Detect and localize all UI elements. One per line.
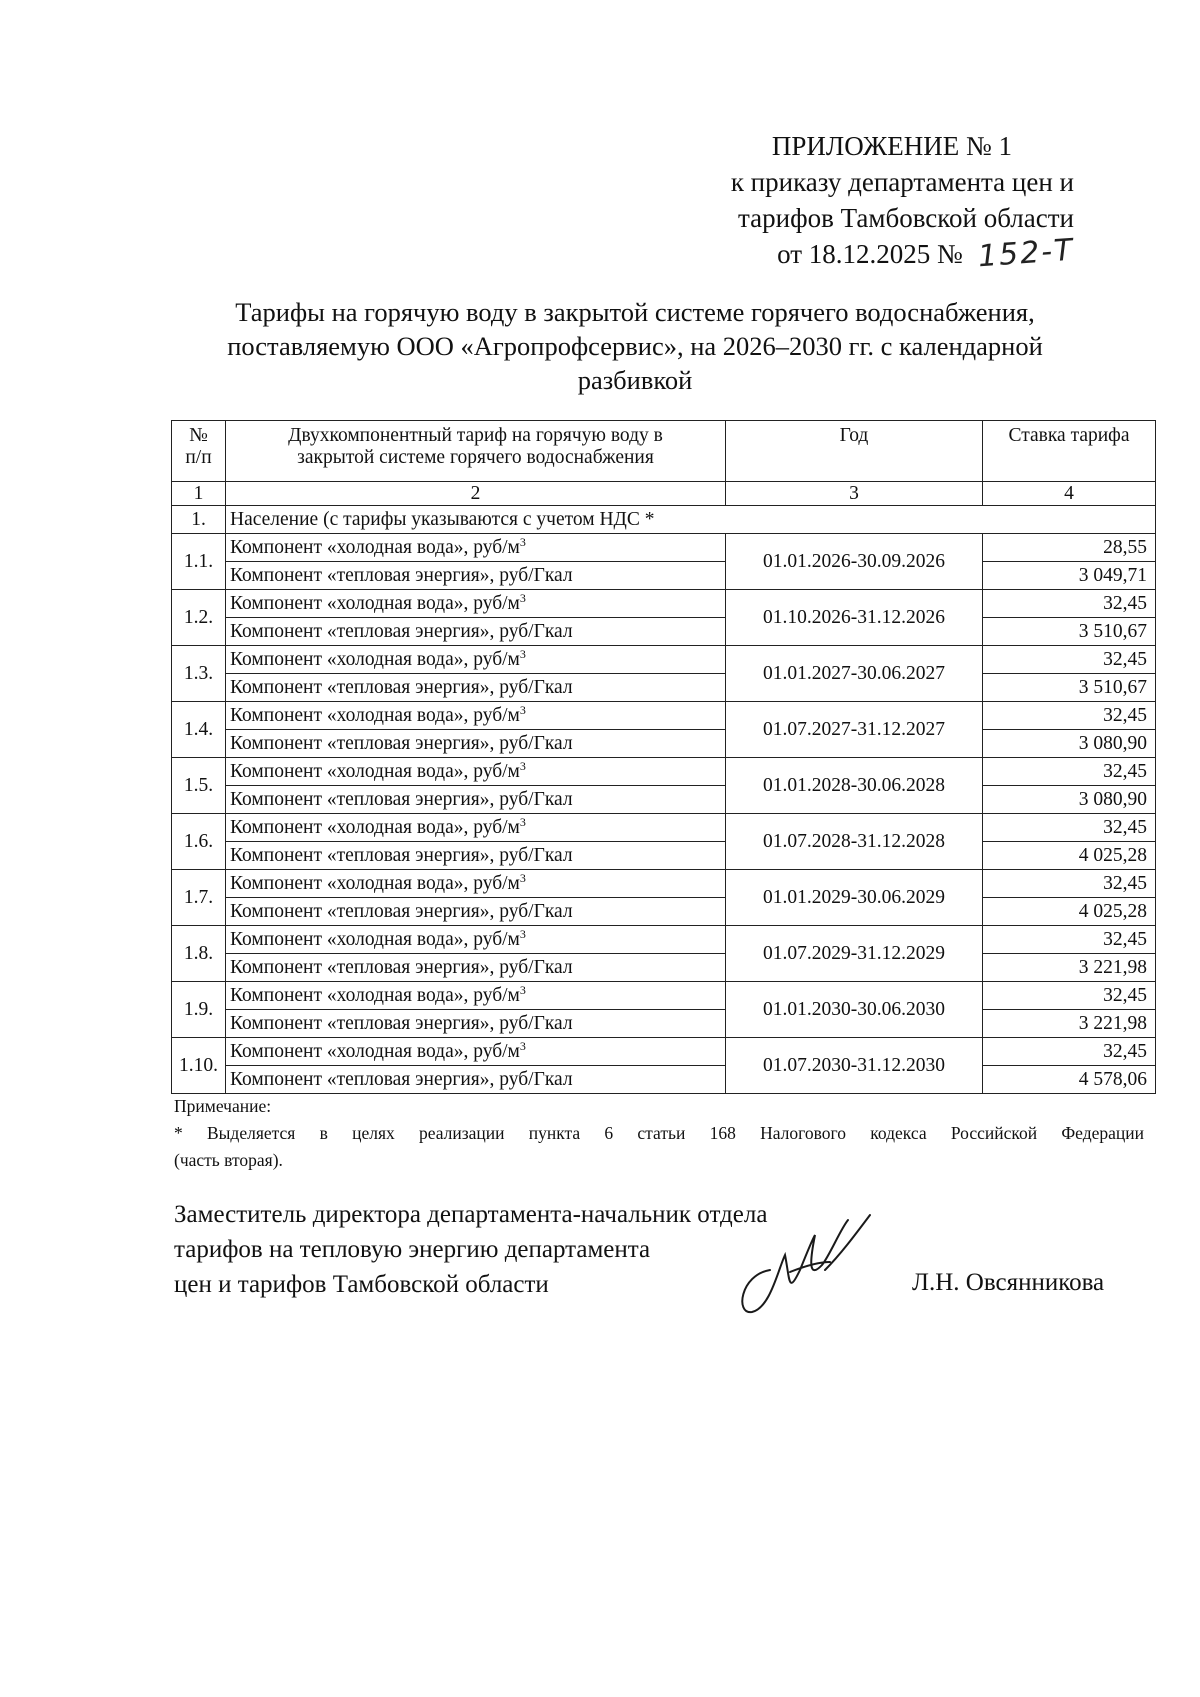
cubic-superscript: 3 [519, 982, 526, 997]
heat-energy-label: Компонент «тепловая энергия», руб/Гкал [226, 898, 726, 926]
cubic-superscript: 3 [519, 590, 526, 605]
section-label: Население (с тарифы указываются с учетом НДС * [226, 506, 1156, 534]
row-number: 1.5. [172, 758, 226, 814]
cold-water-label [226, 646, 726, 674]
cold-water-label [226, 982, 726, 1010]
cold-water-label-text: Компонент «холодная вода», руб/м [230, 704, 520, 726]
header-tariff [226, 421, 726, 482]
appendix-line-2: тарифов Тамбовской области [738, 203, 1074, 233]
period: 01.01.2026-30.09.2026 [726, 534, 983, 590]
note-label: Примечание: [174, 1096, 272, 1116]
table-row [172, 1066, 1156, 1094]
column-number-2: 2 [226, 482, 726, 506]
header-rate: Ставка тарифа [983, 421, 1156, 482]
cold-water-label-text: Компонент «холодная вода», руб/м [230, 928, 520, 950]
period: 01.07.2027-31.12.2027 [726, 702, 983, 758]
cold-water-label-text: Компонент «холодная вода», руб/м [230, 816, 520, 838]
cold-water-rate: 32,45 [983, 702, 1156, 730]
cold-water-label [226, 590, 726, 618]
table-row [172, 786, 1156, 814]
header-tariff-line-2: закрытой системе горячего водоснабжения [297, 447, 654, 468]
row-number: 1.4. [172, 702, 226, 758]
table-row [172, 842, 1156, 870]
table-row [172, 646, 1156, 674]
appendix-date-line [731, 232, 1076, 275]
cubic-superscript: 3 [519, 646, 526, 661]
heat-energy-rate: 4 025,28 [983, 842, 1156, 870]
appendix-heading: ПРИЛОЖЕНИЕ № 1 [771, 131, 1012, 161]
row-number: 1.2. [172, 590, 226, 646]
title-line-1: Тарифы на горячую воду в закрытой системе горячего водоснабжения, [235, 297, 1035, 327]
signer-name: Л.Н. Овсянникова [912, 1269, 1105, 1296]
row-number: 1.3. [172, 646, 226, 702]
table-header-row [172, 421, 1156, 482]
cubic-superscript: 3 [519, 814, 526, 829]
appendix-line-1: к приказу департамента цен и [730, 167, 1074, 197]
table-row [172, 702, 1156, 730]
heat-energy-label: Компонент «тепловая энергия», руб/Гкал [226, 618, 726, 646]
cubic-superscript: 3 [519, 870, 526, 885]
row-number: 1.10. [172, 1038, 226, 1094]
title-line-3: разбивкой [577, 365, 693, 395]
cold-water-rate: 32,45 [983, 814, 1156, 842]
cold-water-rate: 32,45 [983, 1038, 1156, 1066]
row-number: 1.1. [172, 534, 226, 590]
appendix-date: от 18.12.2025 № [777, 239, 963, 269]
table-row [172, 534, 1156, 562]
row-number: 1.9. [172, 982, 226, 1038]
heat-energy-rate: 3 510,67 [983, 674, 1156, 702]
cold-water-label-text: Компонент «холодная вода», руб/м [230, 760, 520, 782]
header-year: Год [726, 421, 983, 482]
section-row [172, 506, 1156, 534]
handwritten-order-number: 152-Т [976, 232, 1076, 275]
column-number-4: 4 [983, 482, 1156, 506]
cold-water-rate: 32,45 [983, 758, 1156, 786]
row-number: 1.8. [172, 926, 226, 982]
period: 01.01.2030-30.06.2030 [726, 982, 983, 1038]
header-number [172, 421, 226, 482]
column-number-3: 3 [726, 482, 983, 506]
table-row [172, 730, 1156, 758]
note-text-line-2: (часть вторая). [174, 1150, 283, 1170]
cold-water-rate: 32,45 [983, 590, 1156, 618]
table-row [172, 982, 1156, 1010]
document-title [160, 295, 1110, 397]
table-row [172, 1010, 1156, 1038]
table-row [172, 926, 1156, 954]
cold-water-label-text: Компонент «холодная вода», руб/м [230, 536, 520, 558]
cubic-superscript: 3 [519, 926, 526, 941]
heat-energy-rate: 3 221,98 [983, 1010, 1156, 1038]
heat-energy-label: Компонент «тепловая энергия», руб/Гкал [226, 786, 726, 814]
row-number: 1.6. [172, 814, 226, 870]
heat-energy-rate: 3 221,98 [983, 954, 1156, 982]
cold-water-label [226, 758, 726, 786]
header-tariff-line-1: Двухкомпонентный тариф на горячую воду в [288, 425, 663, 446]
cold-water-rate: 32,45 [983, 870, 1156, 898]
heat-energy-label: Компонент «тепловая энергия», руб/Гкал [226, 842, 726, 870]
table-row [172, 814, 1156, 842]
cubic-superscript: 3 [519, 1038, 526, 1053]
period: 01.01.2029-30.06.2029 [726, 870, 983, 926]
heat-energy-rate: 3 510,67 [983, 618, 1156, 646]
handwritten-signature [730, 1200, 890, 1320]
table-row [172, 954, 1156, 982]
cold-water-rate: 28,55 [983, 534, 1156, 562]
heat-energy-label: Компонент «тепловая энергия», руб/Гкал [226, 562, 726, 590]
cold-water-label-text: Компонент «холодная вода», руб/м [230, 984, 520, 1006]
heat-energy-rate: 3 080,90 [983, 730, 1156, 758]
heat-energy-label: Компонент «тепловая энергия», руб/Гкал [226, 954, 726, 982]
cold-water-label [226, 814, 726, 842]
signature-line-1: Заместитель директора департамента-начальник отдела [174, 1201, 768, 1228]
cold-water-label [226, 926, 726, 954]
signature-line-3: цен и тарифов Тамбовской области [174, 1271, 549, 1298]
row-number: 1.7. [172, 870, 226, 926]
heat-energy-label: Компонент «тепловая энергия», руб/Гкал [226, 1010, 726, 1038]
table-row [172, 870, 1156, 898]
heat-energy-label: Компонент «тепловая энергия», руб/Гкал [226, 730, 726, 758]
heat-energy-rate: 3 080,90 [983, 786, 1156, 814]
heat-energy-label: Компонент «тепловая энергия», руб/Гкал [226, 1066, 726, 1094]
table-row [172, 758, 1156, 786]
heat-energy-rate: 4 578,06 [983, 1066, 1156, 1094]
table-row [172, 562, 1156, 590]
tariff-table-body [172, 421, 1156, 1094]
signature-stroke [742, 1215, 870, 1312]
table-row [172, 674, 1156, 702]
table-row [172, 1038, 1156, 1066]
cold-water-label-text: Компонент «холодная вода», руб/м [230, 872, 520, 894]
period: 01.10.2026-31.12.2026 [726, 590, 983, 646]
title-line-2: поставляемую ООО «Агропрофсервис», на 2026–2030 гг. с календарной [227, 331, 1043, 361]
cold-water-label-text: Компонент «холодная вода», руб/м [230, 592, 520, 614]
table-row [172, 618, 1156, 646]
section-number: 1. [172, 506, 226, 534]
heat-energy-label: Компонент «тепловая энергия», руб/Гкал [226, 674, 726, 702]
column-number-1: 1 [172, 482, 226, 506]
header-number-symbol: № [189, 425, 208, 446]
cold-water-rate: 32,45 [983, 646, 1156, 674]
cold-water-label [226, 1038, 726, 1066]
note-block [174, 1093, 1144, 1174]
table-row [172, 590, 1156, 618]
cold-water-rate: 32,45 [983, 926, 1156, 954]
cold-water-rate: 32,45 [983, 982, 1156, 1010]
heat-energy-rate: 4 025,28 [983, 898, 1156, 926]
cubic-superscript: 3 [519, 534, 526, 549]
cubic-superscript: 3 [519, 758, 526, 773]
period: 01.01.2027-30.06.2027 [726, 646, 983, 702]
cold-water-label-text: Компонент «холодная вода», руб/м [230, 648, 520, 670]
heat-energy-rate: 3 049,71 [983, 562, 1156, 590]
column-numbers-row [172, 482, 1156, 506]
cold-water-label-text: Компонент «холодная вода», руб/м [230, 1040, 520, 1062]
note-text-line-1: * Выделяется в целях реализации пункта 6 статьи 168 Налогового кодекса Российской Федерации [174, 1123, 1144, 1143]
cubic-superscript: 3 [519, 702, 526, 717]
table-row [172, 898, 1156, 926]
cold-water-label [226, 870, 726, 898]
header-number-abbr: п/п [185, 447, 212, 468]
signature-line-2: тарифов на тепловую энергию департамента [174, 1236, 651, 1263]
period: 01.07.2029-31.12.2029 [726, 926, 983, 982]
period: 01.07.2028-31.12.2028 [726, 814, 983, 870]
period: 01.07.2030-31.12.2030 [726, 1038, 983, 1094]
tariff-table [171, 420, 1156, 1094]
appendix-block [730, 128, 1076, 275]
cold-water-label [226, 534, 726, 562]
period: 01.01.2028-30.06.2028 [726, 758, 983, 814]
cold-water-label [226, 702, 726, 730]
signature-position [174, 1197, 767, 1302]
